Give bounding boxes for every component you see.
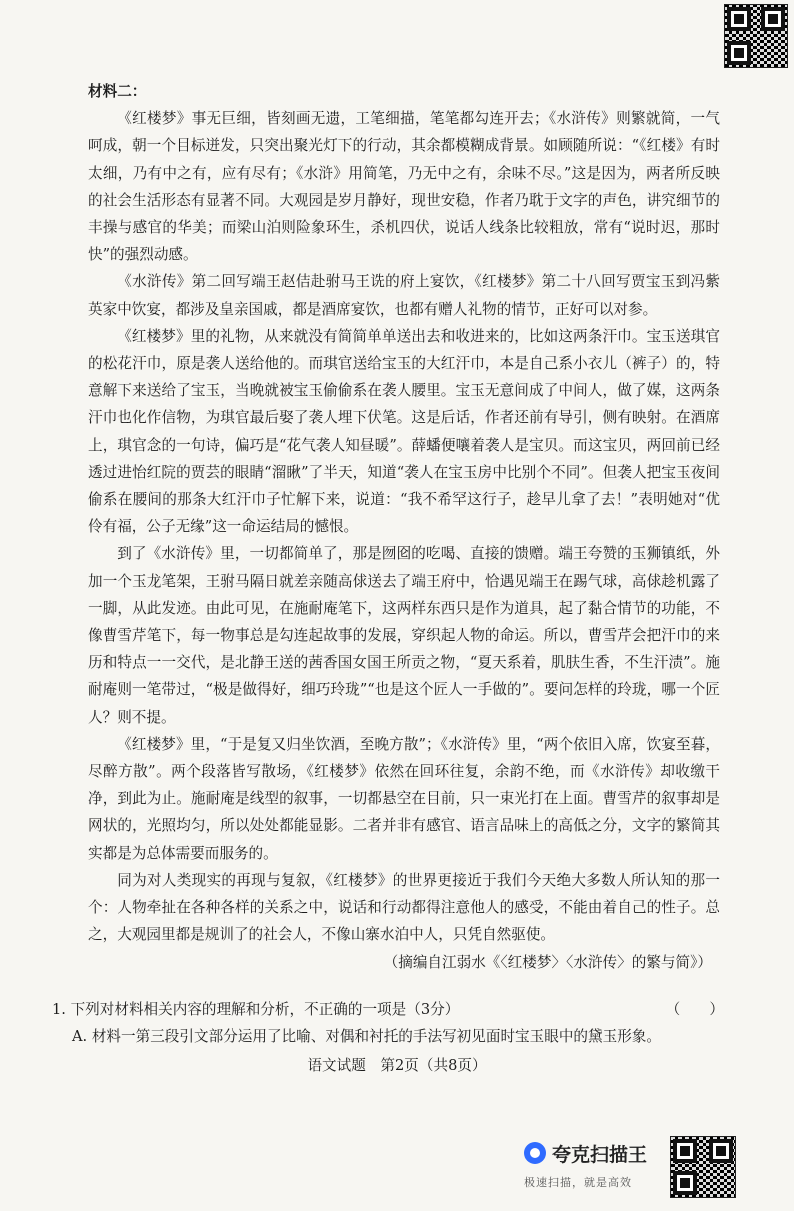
paragraph-5: 《红楼梦》里，“于是复又归坐饮酒，至晚方散”；《水浒传》里，“两个依旧入席，饮宴至暮，尽醉方散”。两个段落皆写散场，《红楼梦》依然在回环往复，余韵不绝，而《水浒传》却收缴干净，到此为止。施耐庵是线型的叙事，一切都悬空在目前，只一束光打在上面。曹雪芹的叙事却是网状的，光照均匀，所以处处都能显影。二者并非有感官、语言品味上的高低之分，文字的繁简其实都是为总体需要而服务的。 <box>88 735 720 862</box>
scanner-watermark <box>520 1136 670 1196</box>
scanner-brand: 夸克扫描王 <box>552 1144 648 1166</box>
answer-bracket: （ ） <box>665 1001 724 1018</box>
qr-code-top <box>724 4 788 68</box>
scanner-slogan: 极速扫描，就是高效 <box>524 1176 632 1189</box>
paragraph-6: 同为对人类现实的再现与复叙，《红楼梦》的世界更接近于我们今天绝大多数人所认知的那一个：人物牵扯在各种各样的关系之中，说话和行动都得注意他人的感受，不能由着自己的性子。总之，大观园里都是规训了的社会人，不像山寨水泊中人，只凭自然驱使。 <box>88 871 720 944</box>
article-body <box>88 78 720 976</box>
paragraph-1: 《红楼梦》事无巨细，皆刻画无遗，工笔细描，笔笔都勾连开去；《水浒传》则繁就简，一气呵成，朝一个目标迸发，只突出聚光灯下的行动，其余都模糊成背景。如顾随所说：“《红楼》有时太细，乃有中之有，应有尽有；《水浒》用简笔，乃无中之有，余味不尽。”这是因为，两者所反映的社会生活形态有显著不同。大观园是岁月静好，现世安稳，作者乃耽于文字的声色，讲究细节的丰操与感官的华美；而梁山泊则险象环生，杀机四伏，说话人线条比较粗放，常有“说时迟，那时快”的强烈动感。 <box>88 110 720 264</box>
question-1 <box>52 996 742 1050</box>
question-stem: 1. 下列对材料相关内容的理解和分析，不正确的一项是（3分） <box>52 1001 460 1018</box>
paragraph-4: 到了《水浒传》里，一切都简单了，那是囫囵的吃喝、直接的馈赠。端王夸赞的玉狮镇纸，外加一个玉龙笔架，王驸马隔日就差亲随高俅送去了端王府中，恰遇见端王在踢气球，高俅趁机露了一脚，从此发迹。由此可见，在施耐庵笔下，这两样东西只是作为道具，起了黏合情节的功能，不像曹雪芹笔下，每一物事总是勾连起故事的发展，穿织起人物的命运。所以，曹雪芹会把汗巾的来历和特点一一交代，是北静王送的茜香国女国王所贡之物，“夏天系着，肌肤生香，不生汗渍”。施耐庵则一笔带过，“极是做得好，细巧玲珑”“也是这个匠人一手做的”。要问怎样的玲珑，哪一个匠人？则不提。 <box>88 545 720 726</box>
paragraph-2: 《水浒传》第二回写端王赵佶赴驸马王诜的府上宴饮，《红楼梦》第二十八回写贾宝玉到冯紫英家中饮宴，都涉及皇亲国戚，都是酒席宴饮，也都有赠人礼物的情节，正好可以对参。 <box>88 273 720 318</box>
source-citation: （摘编自江弱水《〈红楼梦〉〈水浒传〉的繁与简》） <box>383 953 712 971</box>
option-a: A. 材料一第三段引文部分运用了比喻、对偶和衬托的手法写初见面时宝玉眼中的黛玉形象。 <box>72 1028 661 1045</box>
qr-code-bottom <box>670 1136 736 1198</box>
material-heading: 材料二： <box>88 83 147 100</box>
page-footer: 语文试题 第2页（共8页） <box>307 1057 487 1074</box>
scanner-logo-icon <box>524 1142 546 1164</box>
paragraph-3: 《红楼梦》里的礼物，从来就没有简简单单送出去和收进来的，比如这两条汗巾。宝玉送琪官的松花汗巾，原是袭人送给他的。而琪官送给宝玉的大红汗巾，本是自己系小衣儿（裤子）的，特意解下来送给了宝玉，当晚就被宝玉偷偷系在袭人腰里。宝玉无意间成了中间人，做了媒，这两条汗巾也化作信物，为琪官最后娶了袭人埋下伏笔。这是后话，作者还前有导引，侧有映射。在酒席上，琪官念的一句诗，偏巧是“花气袭人知昼暖”。薛蟠便嚷着袭人是宝贝。而这宝贝，两回前已经透过进怡红院的贾芸的眼睛“溜瞅”了半天，知道“袭人在宝玉房中比别个不同”。但袭人把宝玉夜间偷系在腰间的那条大红汗巾子忙解下来，说道：“我不希罕这行子，趁早儿拿了去！”表明她对“优伶有福，公子无缘”这一命运结局的憾恨。 <box>88 327 720 536</box>
